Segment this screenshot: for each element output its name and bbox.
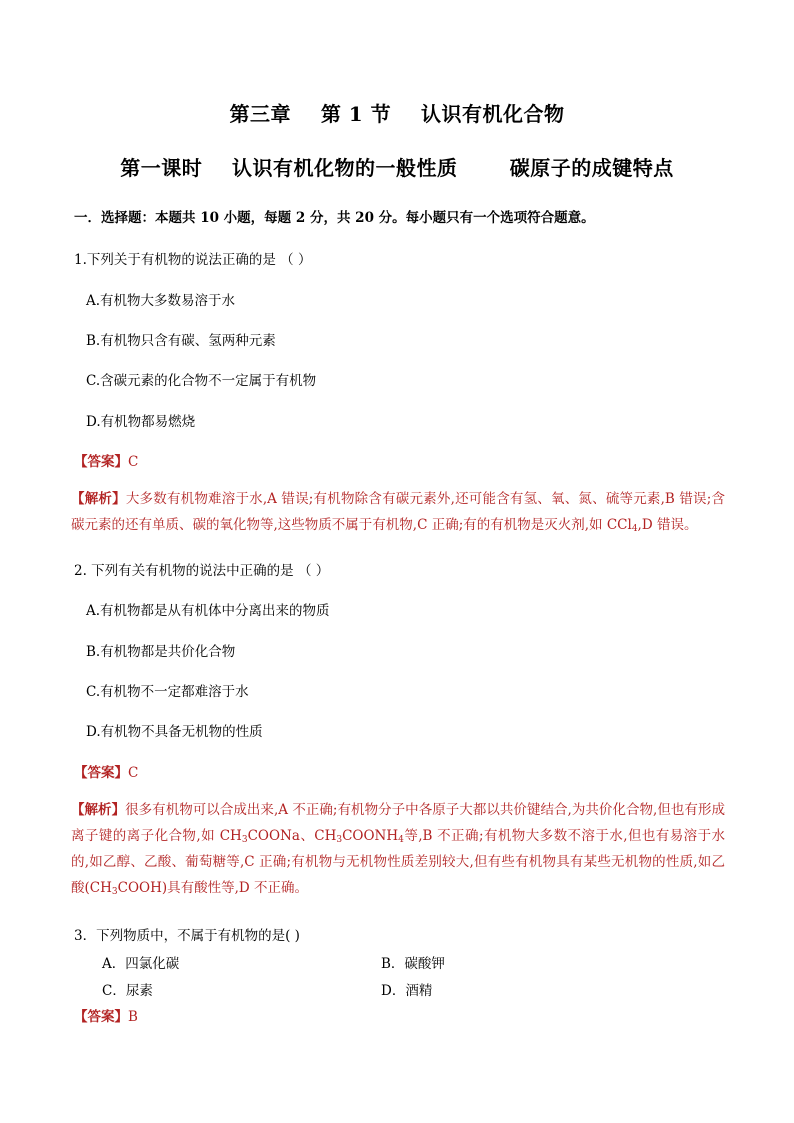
question-3-option-d: D．酒精 (381, 983, 433, 999)
question-1-option-c: C.含碳元素的化合物不一定属于有机物 (86, 373, 317, 389)
answer-value: C (128, 454, 139, 470)
chapter-title: 第三章 第 1 节 认识有机化合物 (229, 102, 565, 126)
subscript: 3 (336, 835, 343, 845)
explanation-text: 等,B 不正确;有机物大多数不溶于水,但也有易溶于水的,如乙醇、乙酸、葡萄糖等,C 正确;有机物与无机物性质差别较大,但有些有机物具有某些无机物的性质,如乙酸(CH (71, 828, 726, 896)
question-3-option-c: C．尿素 (102, 983, 153, 999)
question-2-option-c: C.有机物不一定都难溶于水 (86, 684, 249, 700)
subscript: 4 (631, 524, 638, 534)
answer-tag: 【答案】 (74, 1009, 128, 1025)
explanation-tag: 【解析】 (71, 802, 126, 818)
question-3-stem: 3．下列物质中，不属于有机物的是( ) (74, 928, 300, 944)
question-1-option-b: B.有机物只含有碳、氢两种元素 (86, 333, 276, 349)
explanation-text: COONH (342, 828, 399, 844)
explanation-text: 大多数有机物难溶于水,A 错误;有机物除含有碳元素外,还可能含有氢、氧、氮、硫等元素,B 错误;含碳元素的还有单质、碳的氧化物等,这些物质不属于有机物,C 正确;有的有机物是灭火剂,如 CCl (71, 491, 726, 533)
question-2-option-d: D.有机物不具备无机物的性质 (86, 724, 263, 740)
section-heading: 一．选择题：本题共 10 小题，每题 2 分，共 20 分。每小题只有一个选项符合题意。 (74, 210, 595, 226)
question-1-option-a: A.有机物大多数易溶于水 (86, 293, 236, 309)
explanation-text: COONa、CH (247, 828, 337, 844)
answer-value: B (128, 1009, 138, 1025)
answer-tag: 【答案】 (74, 765, 128, 781)
question-2-stem: 2. 下列有关有机物的说法中正确的是 （ ） (74, 563, 330, 579)
explanation-text-end: ,D 错误。 (637, 517, 698, 533)
subscript: 3 (111, 887, 118, 897)
subscript: 4 (398, 835, 404, 845)
question-1-explanation (71, 486, 725, 538)
question-3-option-b: B．碳酸钾 (381, 956, 445, 972)
question-2-answer (74, 761, 138, 781)
question-2-explanation (71, 797, 725, 901)
question-3-option-a: A．四氯化碳 (102, 956, 180, 972)
question-2-option-b: B.有机物都是共价化合物 (86, 644, 236, 660)
explanation-text: 很多有机物可以合成出来,A 不正确;有机物分子中各原子大都以共价键结合,为共价化合物,但也有形成离子键的离子化合物,如 CH (71, 802, 725, 844)
question-3-answer (74, 1005, 138, 1025)
question-1-answer (74, 450, 138, 470)
lesson-title: 第一课时 认识有机化物的一般性质 碳原子的成键特点 (120, 156, 674, 180)
answer-value: C (128, 765, 139, 781)
explanation-text-end: COOH)具有酸性等,D 不正确。 (117, 880, 309, 896)
explanation-tag: 【解析】 (71, 491, 126, 507)
subscript: 3 (241, 835, 248, 845)
answer-tag: 【答案】 (74, 454, 128, 470)
question-2-option-a: A.有机物都是从有机体中分离出来的物质 (86, 603, 330, 619)
question-1-stem: 1.下列关于有机物的说法正确的是 （ ） (74, 252, 312, 268)
question-1-option-d: D.有机物都易燃烧 (86, 414, 196, 430)
